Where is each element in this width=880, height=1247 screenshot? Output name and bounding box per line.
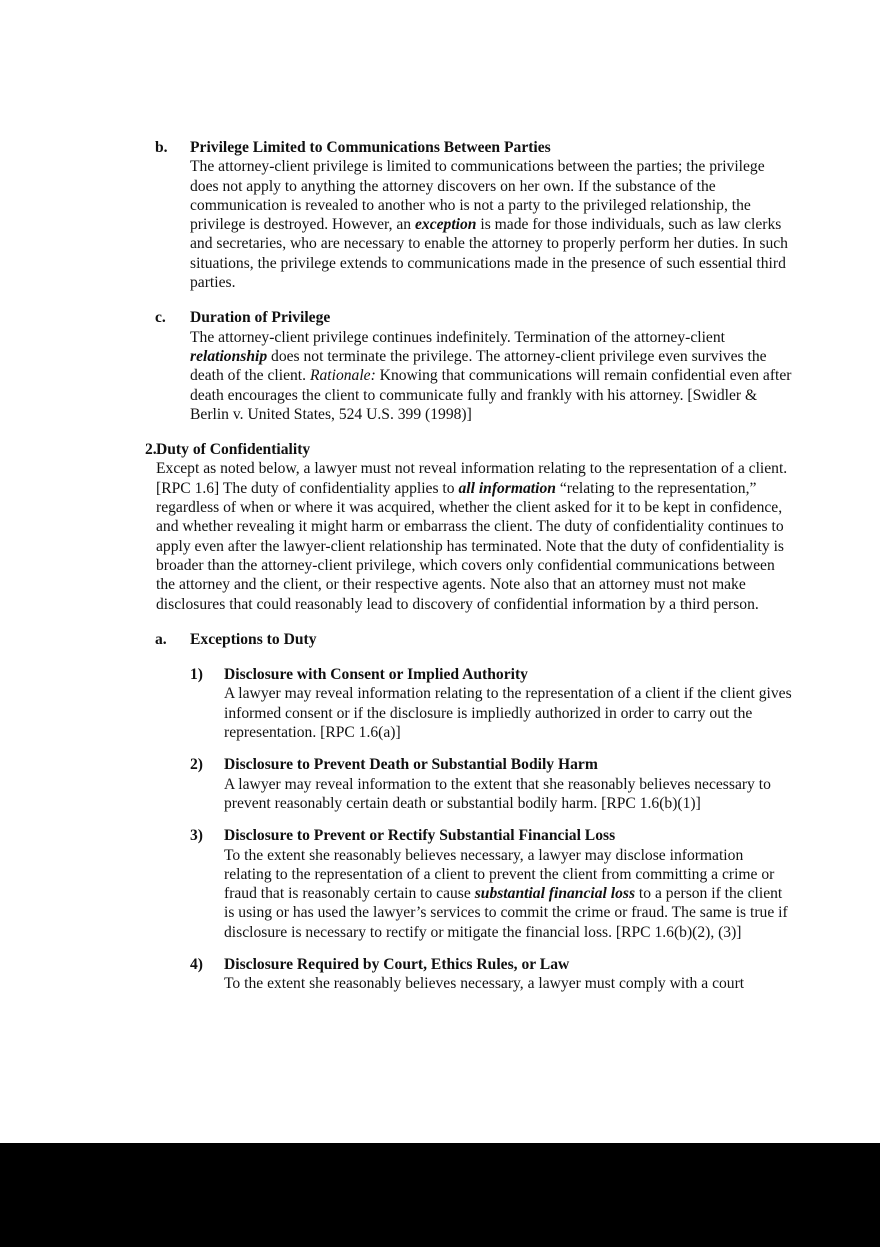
section-marker-a: a. [155,630,167,648]
exception-heading-disclosure-prevent-death: Disclosure to Prevent Death or Substantial Bodily Harm [224,756,598,774]
spacer [0,649,880,665]
exception-body-disclosure-financial-loss: To the extent she reasonably believes necessary, a lawyer may disclose information relating to the representation of a client to prevent the client from committing a crime or fraud that is reasonably certain to cause substantial financial loss to a person if the client is using or has used the lawyer’s services to commit the crime or fraud. The same is true if disclosure is necessary to rectify or mitigate the financial loss. [RPC 1.6(b)(2), (3)] [224,846,788,941]
spacer [0,942,880,955]
exception-marker-2: 2) [190,756,203,774]
section-heading-privilege-limited: Privilege Limited to Communications Between Parties [190,139,551,156]
spacer [0,292,880,308]
exception-body-disclosure-prevent-death: A lawyer may reveal information to the extent that she reasonably believes necessary to prevent reasonably certain death or substantial bodily harm. [RPC 1.6(b)(1)] [224,775,771,812]
section-heading-duty-of-confidentiality: Duty of Confidentiality [156,441,311,459]
emphasis-text: relationship [190,347,268,365]
exception-heading-disclosure-financial-loss: Disclosure to Prevent or Rectify Substantial Financial Loss [224,827,616,845]
section-exceptions-to-duty [155,630,792,649]
section-body-duty-of-confidentiality: Except as noted below, a lawyer must not reveal information relating to the representation of a client. [RPC 1.6] The duty of confidentiality applies to all information “relating to the representation,” regardless of when or where it was acquired, whether the client asked for it to be kept in confidence, and whether revealing it might harm or embarrass the client. The duty of confidentiality continues to apply even after the lawyer-client relationship has terminated. Note that the duty of confidentiality is broader than the attorney-client privilege, which covers only confidential communications between the attorney and the client, or their respective agents. Note also that an attorney must not make disclosures that could reasonably lead to discovery of confidential information by a third person. [156,460,788,613]
exception-marker-3: 3) [190,827,203,845]
spacer [0,742,880,755]
emphasis-text: Rationale: [309,367,376,385]
exception-body-disclosure-with-consent: A lawyer may reveal information relating to the representation of a client if the client gives informed consent or if the disclosure is impliedly authorized in order to carry out the representation. [RPC 1.6(a)] [224,685,792,742]
section-privilege-limited [155,138,792,292]
section-heading-duration-of-privilege: Duration of Privilege [190,309,331,327]
section-marker-2: 2. [145,441,157,459]
section-duration-of-privilege [155,308,792,424]
emphasis-text: substantial financial loss [474,885,636,903]
exception-disclosure-financial-loss [190,826,792,942]
section-marker-c: c. [155,309,166,327]
exception-disclosure-required-by-court [190,955,792,994]
page-bottom-band [0,1143,880,1247]
exception-body-disclosure-required-by-court: To the extent she reasonably believes necessary, a lawyer must comply with a court [224,975,745,993]
exception-marker-1: 1) [190,666,203,684]
spacer [0,813,880,826]
section-body-duration-of-privilege: The attorney-client privilege continues indefinitely. Termination of the attorney-client relationship does not terminate the privilege. The attorney-client privilege even survives the death of the client. Rationale: Knowing that communications will remain confidential even after death encourages the client to communicate fully and frankly with his attorney. [Swidler & Berlin v. United States, 524 U.S. 399 (1998)] [190,328,792,423]
emphasis-text: exception [414,216,477,234]
section-heading-exceptions-to-duty: Exceptions to Duty [190,630,317,648]
exception-marker-4: 4) [190,955,203,973]
exception-heading-disclosure-with-consent: Disclosure with Consent or Implied Authority [224,666,528,684]
exception-disclosure-prevent-death [190,755,792,813]
section-duty-of-confidentiality [145,440,792,614]
top-margin-spacer [0,0,880,138]
emphasis-text: all information [458,479,556,497]
section-marker-b: b. [155,139,168,156]
spacer [0,424,880,440]
exception-heading-disclosure-required-by-court: Disclosure Required by Court, Ethics Rules, or Law [224,955,570,973]
section-body-privilege-limited: The attorney-client privilege is limited to communications between the parties; the privilege does not apply to anything the attorney discovers on her own. If the substance of the communication is revealed to another who is not a party to the privileged relationship, the privilege is destroyed. However, an exception is made for those individuals, such as law clerks and secretaries, who are necessary to enable the attorney to properly perform her duties. In such situations, the privilege extends to communications made in the presence of such essential third parties. [190,158,788,292]
spacer [0,614,880,630]
exception-disclosure-with-consent [190,665,792,742]
